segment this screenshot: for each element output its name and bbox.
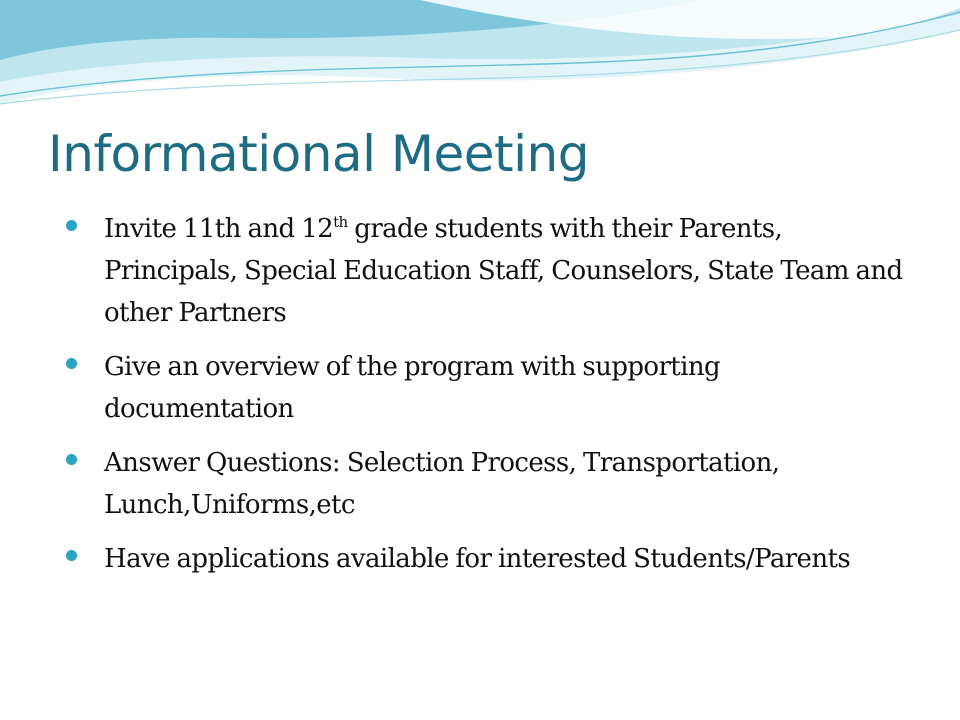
bullet-dot-icon	[66, 358, 77, 369]
bullet-dot-icon	[66, 220, 77, 231]
bullet-dot-icon	[66, 454, 77, 465]
bullet-list	[64, 208, 904, 592]
bullet-item	[64, 346, 904, 430]
bullet-text-segment: Give an overview of the program with supporting documentation	[104, 352, 721, 424]
bullet-text-segment: grade students with their Parents, Principals, Special Education Staff, Counselors, State Team and other Partners	[104, 214, 903, 328]
bullet-text	[104, 544, 850, 574]
bullet-text	[104, 448, 779, 520]
bullet-item	[64, 442, 904, 526]
wave-header-decoration	[0, 0, 960, 120]
bullet-item	[64, 208, 904, 334]
bullet-text	[104, 214, 903, 328]
slide-title: Informational Meeting	[48, 125, 589, 183]
bullet-text-superscript: th	[333, 213, 348, 231]
bullet-text-segment: Have applications available for interested Students/Parents	[104, 544, 851, 574]
bullet-item	[64, 538, 904, 580]
bullet-text-segment: Answer Questions: Selection Process, Transportation, Lunch,Uniforms,etc	[104, 448, 780, 520]
bullet-dot-icon	[66, 550, 77, 561]
bullet-text	[104, 352, 720, 424]
bullet-text-segment: Invite 11th and 12	[104, 214, 334, 244]
